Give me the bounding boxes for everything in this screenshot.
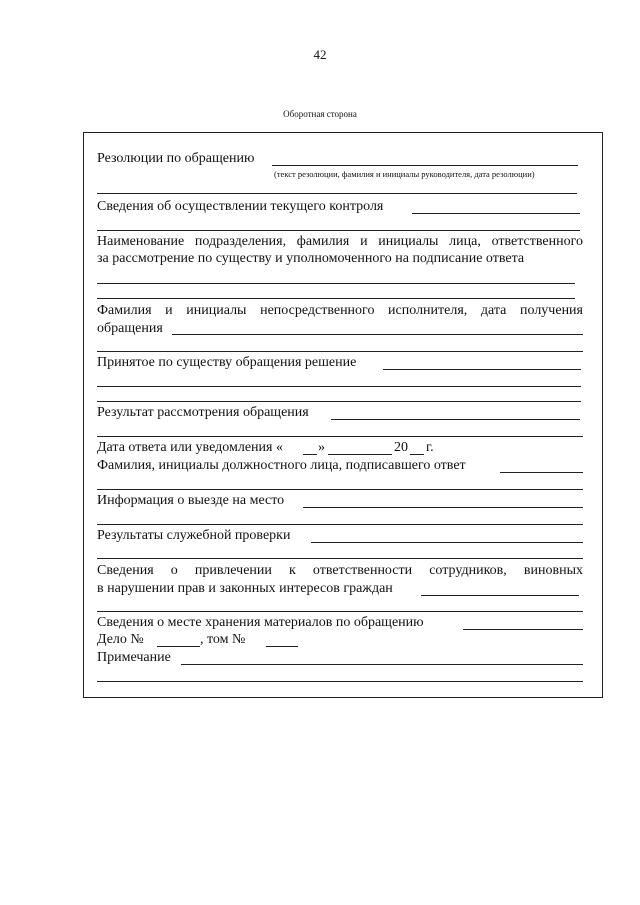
signer-extra-line[interactable] (97, 489, 583, 490)
signer-field[interactable] (500, 472, 583, 473)
resolutions-hint: (текст резолюции, фамилия и инициалы руководителя, дата резолюции) (274, 169, 535, 179)
audit-extra-line[interactable] (97, 558, 583, 559)
department-field-2[interactable] (97, 298, 575, 299)
result-label: Результат рассмотрения обращения (97, 405, 309, 420)
resolutions-label: Резолюции по обращению (97, 151, 255, 166)
executor-field[interactable] (172, 334, 583, 335)
liability-extra-line[interactable] (97, 611, 583, 612)
executor-label-line1: Фамилия и инициалы непосредственного исполнителя, дата получения (97, 303, 583, 318)
decision-field-3[interactable] (97, 401, 581, 402)
liability-label-line1: Сведения о привлечении к ответственности сотрудников, виновных (97, 563, 583, 578)
resolutions-extra-line[interactable] (97, 193, 577, 194)
answer-day-field[interactable] (303, 454, 317, 455)
liability-field[interactable] (421, 595, 579, 596)
answer-date-suffix: г. (426, 440, 434, 455)
note-extra-line[interactable] (97, 681, 583, 682)
note-label: Примечание (97, 650, 171, 665)
control-extra-line[interactable] (97, 230, 580, 231)
executor-extra-line[interactable] (97, 351, 583, 352)
signer-label: Фамилия, инициалы должностного лица, подписавшего ответ (97, 458, 466, 473)
liability-label-line2: в нарушении прав и законных интересов граждан (97, 581, 393, 596)
volume-number-field[interactable] (266, 646, 298, 647)
audit-field[interactable] (311, 542, 583, 543)
page-number: 42 (313, 47, 327, 62)
answer-date-quote: » (318, 440, 325, 455)
answer-date-label: Дата ответа или уведомления « (97, 440, 283, 455)
executor-label-line2: обращения (97, 321, 163, 336)
department-label-line2: за рассмотрение по существу и уполномоченного на подписание ответа (97, 251, 525, 266)
control-label: Сведения об осуществлении текущего контроля (97, 199, 384, 214)
volume-label: , том № (200, 632, 246, 647)
audit-label: Результаты служебной проверки (97, 528, 291, 543)
answer-year-field[interactable] (410, 454, 424, 455)
department-field-1[interactable] (97, 283, 575, 284)
visit-label: Информация о выезде на место (97, 493, 285, 508)
page-subtitle: Оборотная сторона (283, 109, 357, 119)
answer-month-field[interactable] (328, 454, 392, 455)
visit-extra-line[interactable] (97, 524, 583, 525)
resolutions-field[interactable] (272, 165, 578, 166)
decision-field-2[interactable] (97, 386, 581, 387)
case-number-field[interactable] (157, 646, 200, 647)
department-label-line1: Наименование подразделения, фамилия и инициалы лица, ответственного (97, 234, 583, 249)
result-field[interactable] (331, 419, 580, 420)
storage-label: Сведения о месте хранения материалов по обращению (97, 615, 424, 630)
decision-label: Принятое по существу обращения решение (97, 355, 357, 370)
answer-date-century: 20 (394, 440, 408, 455)
note-field[interactable] (181, 664, 583, 665)
decision-field[interactable] (383, 369, 581, 370)
case-label: Дело № (97, 632, 144, 647)
visit-field[interactable] (303, 507, 583, 508)
storage-field[interactable] (463, 629, 583, 630)
control-field[interactable] (412, 213, 580, 214)
result-extra-line[interactable] (97, 436, 583, 437)
